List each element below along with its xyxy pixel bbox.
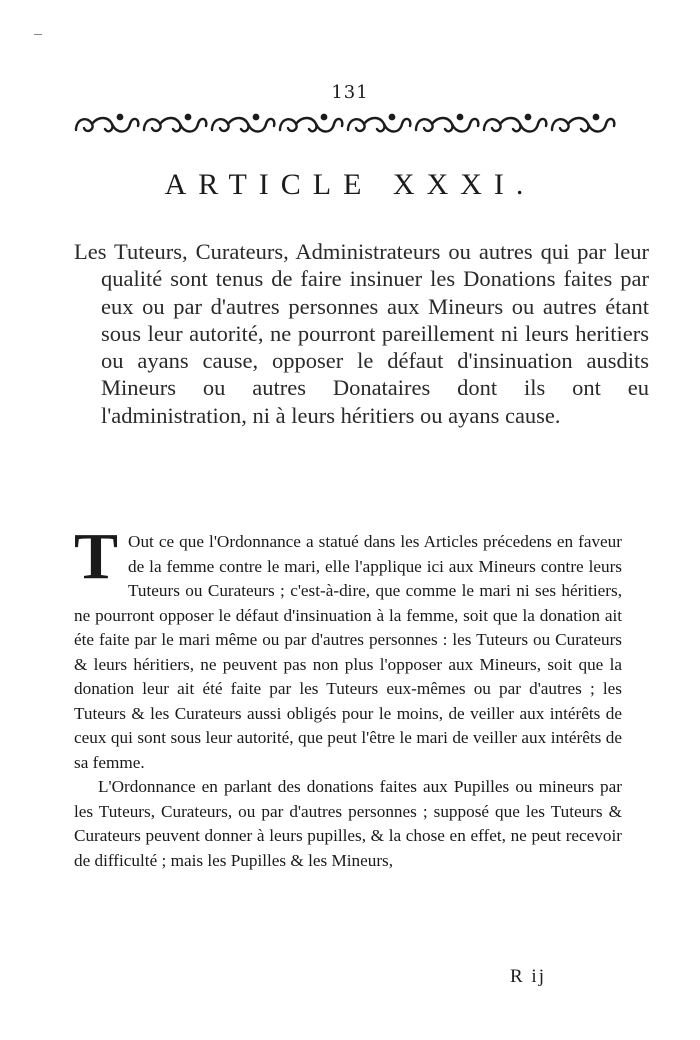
article-text: Les Tuteurs, Curateurs, Administrateurs ou autres qui par leur qualité sont tenus de faire insinuer les Donations faites par eux ou par d'autres personnes aux Mineurs ou autres étant sous leur autorité, ne pourront pareillement ni leurs heritiers ou ayans cause, opposer le défaut d'insinuation ausdits Mineurs ou autres Donataires dont ils ont eu l'administration, ni à leurs héritiers ou ayans cause. <box>74 239 649 428</box>
page-number: 131 <box>331 82 369 103</box>
commentary-paragraph-2: L'Ordonnance en parlant des donations faites aux Pupilles ou mineurs par les Tuteurs, Curateurs, ou par d'autres personnes ; supposé que les Tuteurs & Curateurs peuvent donner à leurs pupilles, & la chose en effet, ne peut recevoir de difficulté ; mais les Pupilles & les Mineurs, <box>74 777 622 870</box>
commentary-paragraph-1 <box>74 520 622 775</box>
drop-cap: T <box>74 520 119 593</box>
article-title: ARTICLE XXXI. <box>164 168 536 201</box>
commentary <box>74 520 622 873</box>
commentary-text-1: Out ce que l'Ordonnance a statué dans les Articles précedens en faveur de la femme contre le mari, elle l'applique ici aux Mineurs contre leurs Tuteurs ou Curateurs ; c'est-à-dire, que comme le mari ni ses héritiers, ne pourront opposer le défaut d'insinuation à la femme, soit que la donation ait éte faite par le mari même ou par d'autres personnes : les Tuteurs ou Curateurs & leurs héritiers, ne peuvent pas non plus l'opposer aux Mineurs, soit que la donation leur ait été faite par les Tuteurs eux-mêmes ou par d'autres ; les Tuteurs & les Curateurs aussi obligés pour le moins, de veiller aux intérêts de ceux qui sont sous leur autorité, que peut l'être le mari de veiller aux intérêts de sa femme. <box>74 532 622 772</box>
corner-mark <box>34 34 42 35</box>
signature-mark: R ij <box>510 966 546 987</box>
ornamental-band-icon <box>72 108 622 144</box>
